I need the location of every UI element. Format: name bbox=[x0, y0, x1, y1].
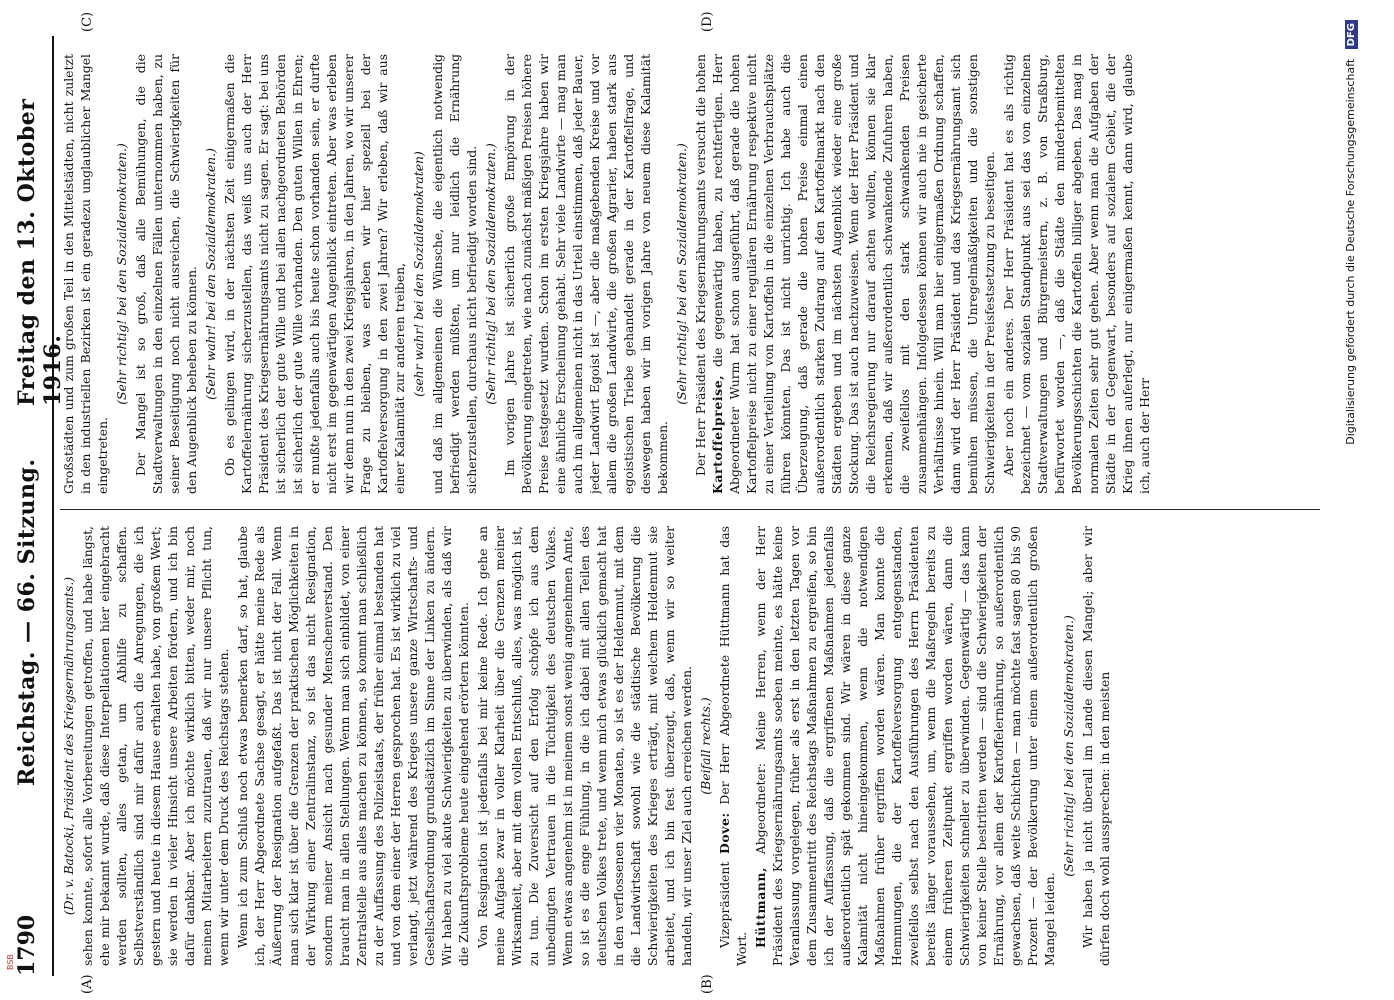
speech-start bbox=[752, 526, 1058, 966]
page-header bbox=[8, 36, 66, 976]
paragraph: Im vorigen Jahre ist sicherlich große Empörung in der Bevölkerung eingetreten, wie nach zunächst mäßigen Preisen höhere Preise festgesetzt wurden. Schon im ersten Kriegsjahre haben wir eine ähnliche Erscheinung gehabt. Sehr viele Landwirte — mag man auch im allgemeinen nicht in das Urteil einstimmen, daß jeder Bauer, jeder Landwirt Egoist ist —, aber die maßgebenden Kreise und vor allem die großen Landwirte, die großen Agrarier, haben stark aus egoistischen Triebe gehandelt gerade in der Kartoffelfrage, und deswegen haben wir im vorigen Jahre von neuem diese Kalamität bekommen. bbox=[502, 54, 670, 494]
margin-letter-b: (B) bbox=[700, 974, 715, 994]
interjection: (sehr wahr! bei den Sozialdemokraten) bbox=[411, 151, 426, 397]
page-number: 1790 bbox=[14, 914, 40, 976]
paragraph-text: die gegenwärtig haben, zu rechtfertigen. Herr Abgeordneter Wurm hat schon ausgeführt, daß gerade die hohen Kartoffelpreise nicht zu einer regulären Ernährung respektive nicht zu einer Verteilung von Kartoffeln in die einzelnen Verbrauchsplätze führen könnten. Das ist nicht unrichtig. Ich habe auch die Überzeugung, daß gerade die hohen Preise einmal einen außerordentlich starken Zudrang auf den Kartoffelmarkt nach den Städten ergeben und im nächsten Augenblick wieder eine große Stockung. Das ist auch nachzuweisen. Wenn der Herr Präsident und die Reichsregierung nur darauf achten wollten, können sie klar erkennen, daß wir außerordentlich schwankende Zufuhren haben, die zweifellos mit den stark schwankenden Preisen zusammenhängen. Infolgedessen können wir auch nie in gesicherte Verhältnisse hinein. Will man hier einigermaßen Ordnung schaffen, dann wird der Herr Präsident und das Kriegsernährungsamt sich bemühen müssen, die Unregelmäßigkeiten und die sonstigen Schwierigkeiten in der Preisfestsetzung zu beseitigen. bbox=[710, 54, 997, 494]
paragraph: Ob es gelingen wird, in der nächsten Zeit einigermaßen die Kartoffelernährung sicherzustellen, das weiß uns auch der Herr Präsident des Kriegsernährungsamts nicht zu sagen. Er sagt: bei uns ist sicherlich der gute Wille und bei allen nachgeordneten Behörden ist sicherlich der gute Wille vorhanden. Den guten Willen in Ehren; er mußte jedenfalls auch bis heute schon vorhanden sein, er durfte nicht erst im gegenwärtigen Augenblick eintreten. Aber was erleben wir denn nun in den zwei Kriegsjahren, in den Jahren, wo wir unserer Frage zu bleiben, was erleben wir hier speziell bei der Kartoffelversorgung in den zwei Jahren? Wir erleben, daß wir aus einer Kalamität zur anderen treiben, bbox=[222, 54, 407, 494]
margin-letter-d: (D) bbox=[700, 11, 715, 32]
chair-announcement bbox=[716, 526, 750, 966]
paragraph-text: Der Herr Präsident des Kriegsernährungsamts versucht die hohen bbox=[693, 54, 708, 476]
left-column bbox=[60, 526, 1320, 966]
session-date: Freitag den 13. Oktober 1916. bbox=[14, 98, 66, 406]
interjection: (Sehr richtig! bei den Sozialdemokraten.) bbox=[1061, 615, 1076, 877]
chair-title: Vizepräsident bbox=[717, 861, 732, 948]
speaker-name: Hüttmann, bbox=[753, 866, 768, 948]
header-rule bbox=[52, 36, 54, 976]
paragraph: Wir haben ja nicht überall im Lande diesen Mangel; aber wir dürfen doch wohl aussprechen: in den meisten bbox=[1080, 526, 1112, 966]
library-mark: BSB bbox=[6, 954, 15, 970]
digitization-text: Digitalisierung gefördert durch die Deutsche Forschungsgemeinschaft bbox=[1344, 58, 1357, 445]
speaker-continuation: (Dr. v. Batocki, Präsident des Kriegsernährungsamts.) bbox=[61, 576, 76, 916]
interjection: (Sehr richtig! bei den Sozialdemokraten.) bbox=[114, 143, 129, 405]
paragraph: Der Mangel ist so groß, daß alle Bemühungen, die die Stadtverwaltungen in den einzelnen Fällen unternommen haben, zu seiner Beseitigung noch nicht ausreichen, die Schwierigkeiten für den Augenblick beheben zu können. bbox=[133, 54, 199, 494]
interjection: (Sehr richtig! bei den Sozialdemokraten.) bbox=[483, 143, 498, 405]
interjection: (Sehr wahr! bei den Sozialdemokraten.) bbox=[203, 148, 218, 400]
paragraph: Großstädten und zum großen Teil in den Mittelstädten, nicht zuletzt in den industriellen Bezirken ist ein geradezu unglaublicher Mangel eingetreten. bbox=[61, 54, 110, 494]
digitization-note bbox=[1344, 20, 1374, 960]
paragraph: und daß im allgemeinen die Wünsche, die eigentlich notwendig befriedigt werden müßten, um nur leidlich die Ernährung sicherzustellen, durchaus nicht befriedigt worden sind. bbox=[430, 54, 479, 494]
paragraph: Aber noch ein anderes. Der Herr Präsident hat es als richtig bezeichnet — vom sozialen Standpunkt aus sei das von einzelnen Stadtverwaltungen und Bürgermeistern, z. B. von Straßburg, befürwortet worden —, daß die Städte den minderbemittelten Bevölkerungsschichten die Kartoffeln billiger abgeben. Das mag in normalen Zeiten sehr gut gehen. Aber wenn man die Aufgaben der Städte in der Gegenwart, besonders auf sozialem Gebiet, die der Krieg ihnen auferlegt, nur einigermaßen kennt, dann wird, glaube ich, auch der Herr bbox=[1001, 54, 1152, 494]
margin-letter-c: (C) bbox=[80, 11, 95, 32]
dfg-logo: DFG bbox=[1345, 20, 1358, 49]
session-title: Reichstag. — 66. Sitzung. bbox=[14, 458, 40, 786]
bold-keyword: Kartoffelpreise, bbox=[710, 374, 725, 494]
paragraph: Von Resignation ist jedenfalls bei mir keine Rede. Ich gehe an meine Aufgabe zwar in voller Klarheit über die Grenzen meiner Wirksamkeit, aber mit dem vollen Entschluß, alles, was möglich ist, zu tun. Die Zuversicht auf den Erfolg schöpfe ich aus dem unbedingten Vertrauen in die Tüchtigkeit des deutschen Volkes. Wenn etwas angenehm ist in meinem sonst wenig angenehmen Amte, so ist es die enge Fühlung, in die ich dabei mit allen Teilen des deutschen Volkes trete, und wenn mich etwas glücklich gemacht hat in den verflossenen vier Monaten, so ist es der Heldenmut, mit dem die Landwirtschaft sowohl wie die städtische Bevölkerung die Schwierigkeiten des Krieges erträgt, mit welchem Heldenmut sie arbeitet, und ich bin fest überzeugt, daß, wenn wir so weiter handeln, wir unser Ziel auch erreichen werden. bbox=[475, 526, 694, 966]
margin-letter-a: (A) bbox=[80, 974, 95, 994]
right-column bbox=[60, 54, 1320, 494]
interjection: (Sehr richtig! bei den Sozialdemokraten.) bbox=[674, 143, 689, 405]
chair-text: Der Herr Abgeordnete Hüttmann hat das Wort. bbox=[717, 526, 749, 966]
paragraph: sehen konnte, sofort alle Vorbereitungen getroffen, und habe längst, ehe mir bekannt wurde, daß diese Interpellationen hier eingebracht werden sollten, alles getan, um Abhilfe zu schaffen. Selbstverständlich sind mir dafür auch die Anregungen, die ich gestern und heute in diesem Hause erhalten habe, von großem Wert; sie werden in vieler Hinsicht unsere Arbeiten fördern, und ich bin dafür dankbar. Aber ich möchte wirklich bitten, weder mir, noch meinen Mitarbeitern zuzutrauen, daß wir nur unsere Pflicht tun, wenn wir unter dem Druck des Reichstags stehen. bbox=[80, 526, 231, 966]
chair-name: Dove: bbox=[717, 812, 732, 854]
paragraph: Wenn ich zum Schluß noch etwas bemerken darf, so hat, glaube ich, der Herr Abgeordnete Sachse gesagt, er hätte meine Rede als Äußerung der Resignation aufgefaßt. Das ist nicht der Fall. Wenn man sich klar ist über die Grenzen der praktischen Möglichkeiten in der Wirkung einer Zentralinstanz, so ist das nicht Resignation, sondern meiner Ansicht nach gesunder Menschenverstand. Den braucht man in allen Stellungen. Wenn man sich einbildet, von einer Zentralstelle aus alles machen zu können, so kommt man schließlich zu der Auffassung des Polizeistaats, der früher einmal bestanden hat und von dem einer der Herren gesprochen hat. Es ist wirklich zu viel verlangt, jetzt während des Krieges unsere ganze Wirtschafts- und Gesellschaftsordnung grundsätzlich im Sinne der Linken zu ändern. Wir haben zu viel akute Schwierigkeiten zu überwinden, als daß wir die Zukunftsprobleme heute eingehend erörtern könnten. bbox=[235, 526, 471, 966]
speech-text: Meine Herren, wenn der Herr Präsident des Kriegsernährungsamts soeben meinte, es hätte keine Veranlassung vorgelegen, früher als erst in den letzten Tagen vor dem Zusammentritt des Reichstags Maßnahmen zu ergreifen, so bin ich der Auffassung, daß die ergriffenen Maßnahmen jedenfalls außerordentlich spät gekommen sind. Wir wären in diese ganze Kalamität nicht hineingekommen, wenn die notwendigen Maßnahmen früher ergriffen worden wären. Man konnte die Hemmungen, die der Kartoffelversorgung entgegenstanden, zweifellos selbst nach den Ausführungen des Herrn Präsidenten bereits länger voraussehen, um, wenn die Maßregeln bereits zu einem früheren Zeitpunkt ergriffen worden wären, dann die Schwierigkeiten schneller zu überwinden. Gegenwärtig — das kann von keiner Stelle bestritten werden — sind die Schwierigkeiten der Ernährung, vor allem der Kartoffelernährung, so außerordentlich gewachsen, daß weite Schichten — man möchte fast sagen 80 bis 90 Prozent — der Bevölkerung unter einem außerordentlich großen Mangel leiden. bbox=[753, 526, 1057, 966]
speaker-role: Abgeordneter: bbox=[753, 763, 768, 855]
applause-note: (Beifall rechts.) bbox=[698, 697, 713, 795]
column-separator bbox=[60, 509, 1320, 510]
paragraph bbox=[692, 54, 998, 494]
